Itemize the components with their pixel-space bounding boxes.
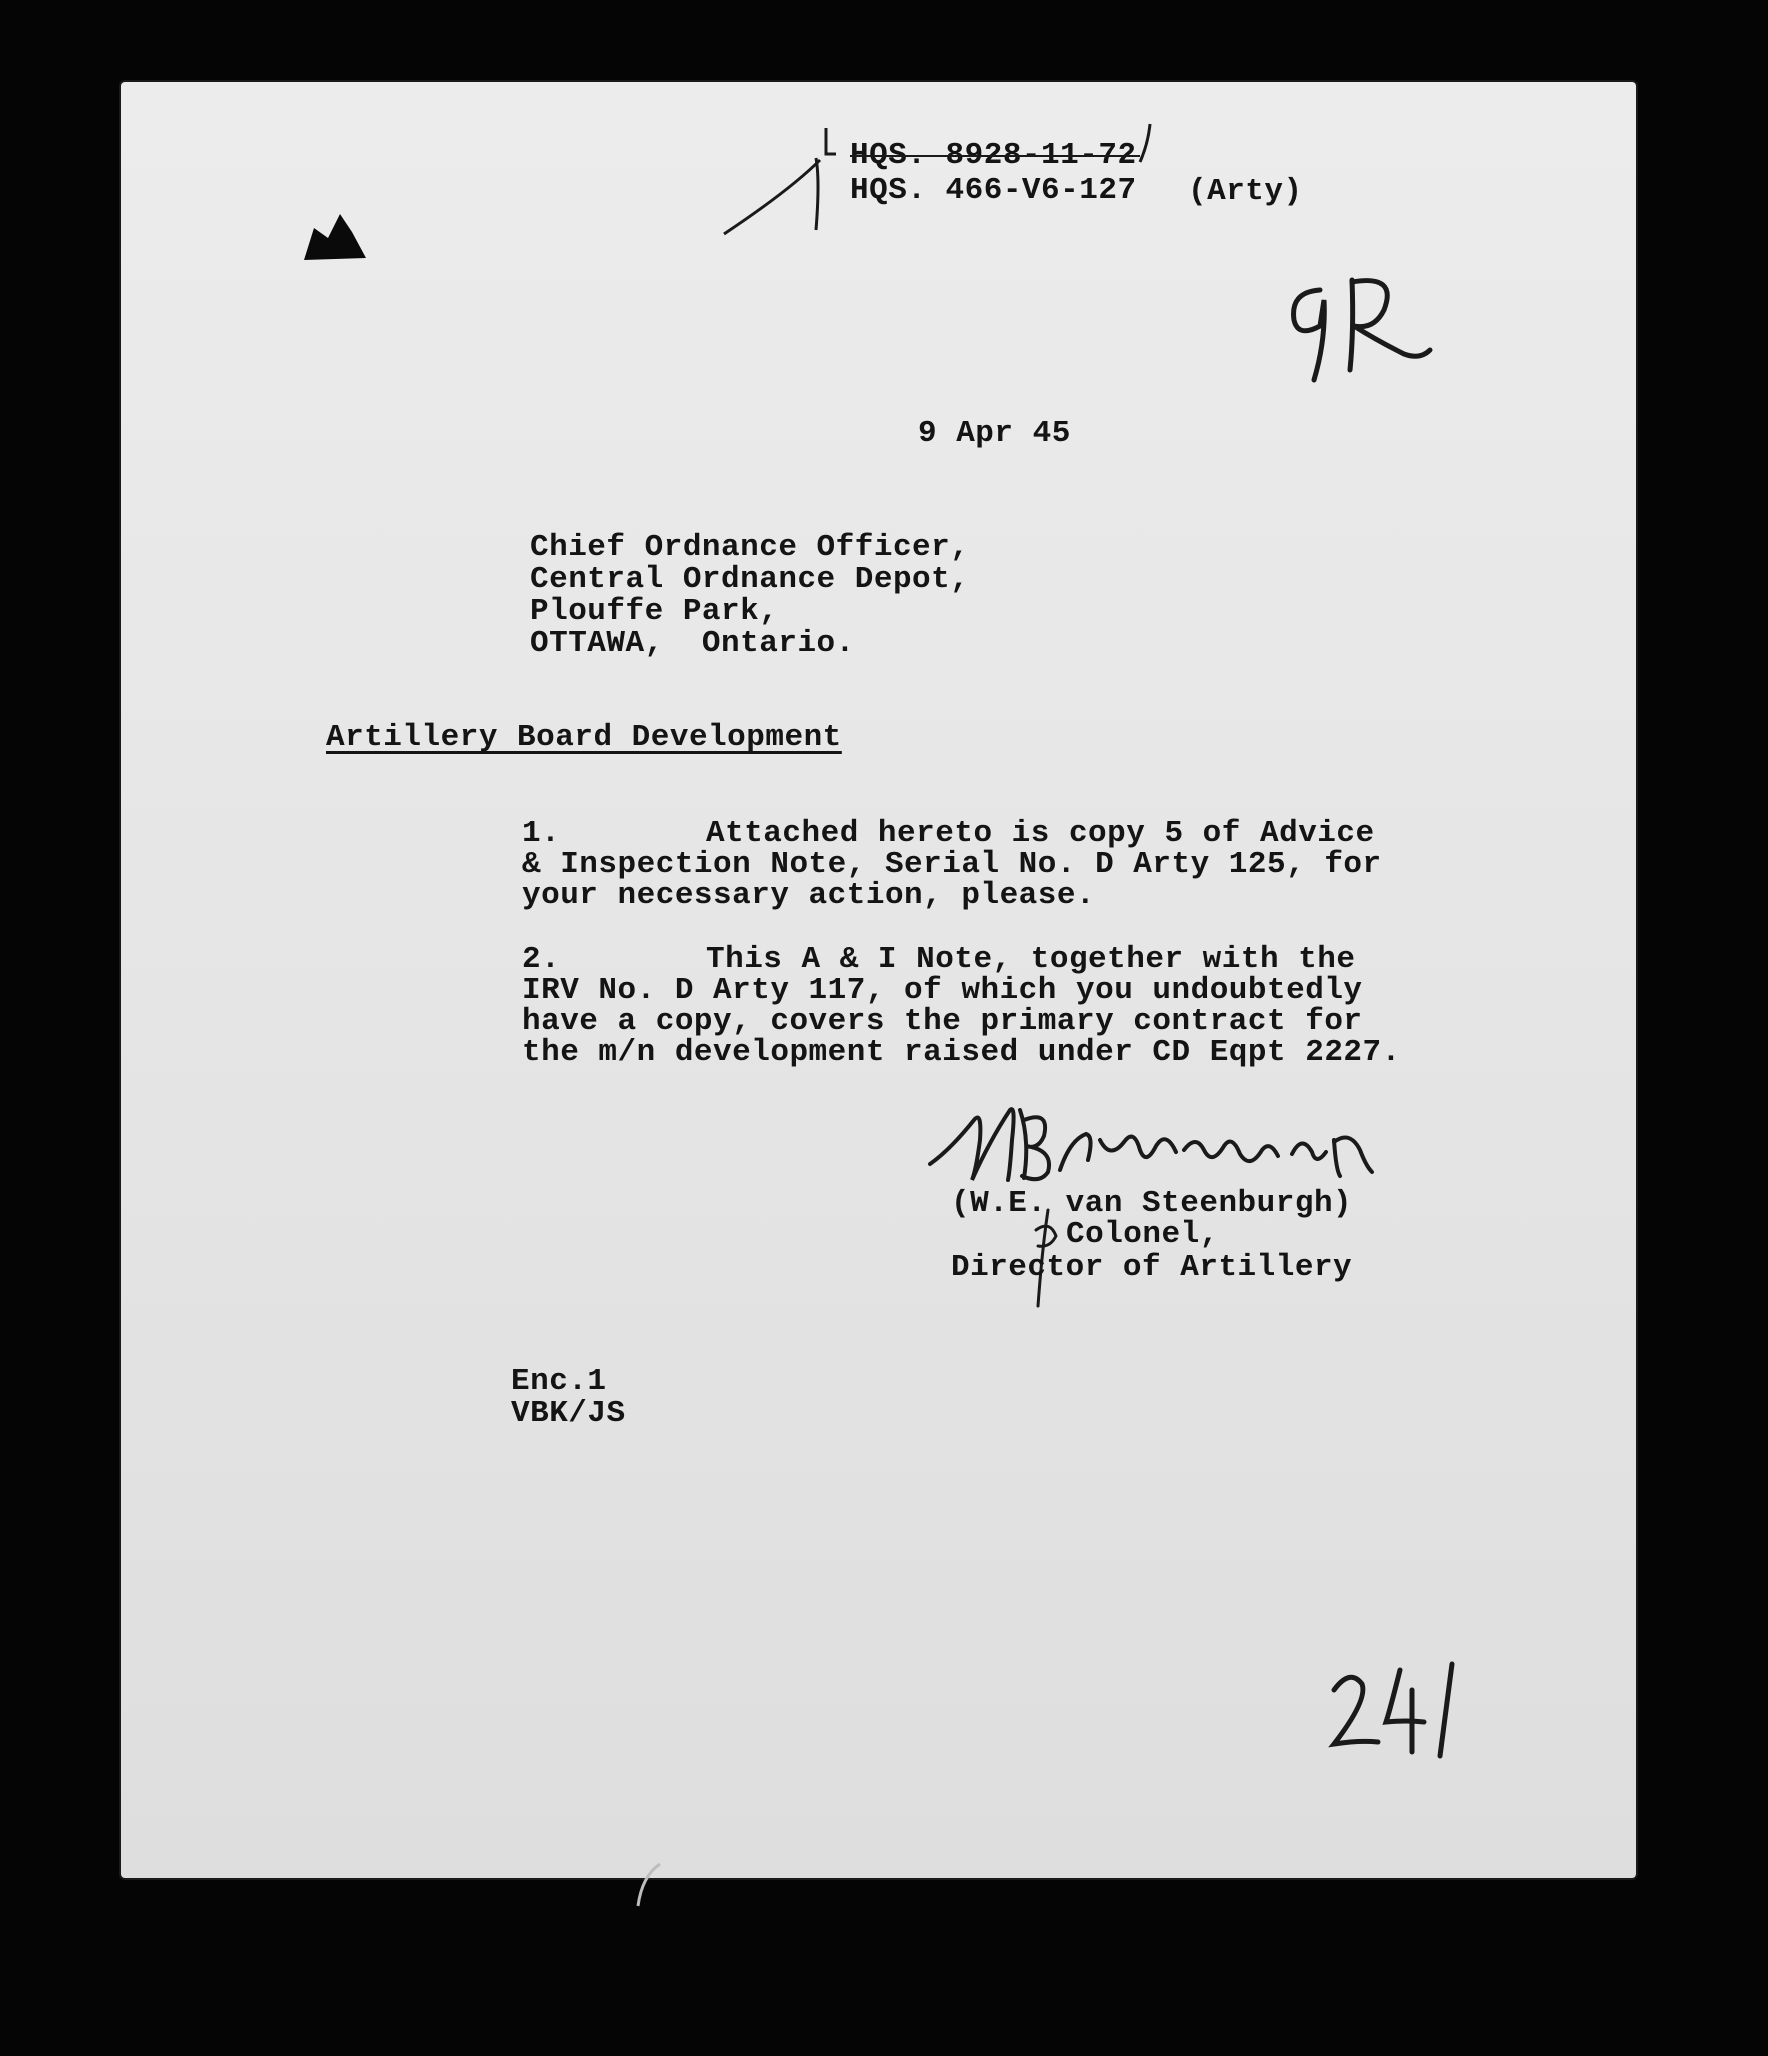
- addressee-line-1: Chief Ordnance Officer,: [530, 530, 970, 565]
- addressee-line-2: Central Ordnance Depot,: [530, 562, 970, 597]
- paragraph-1-line-1: Attached hereto is copy 5 of Advice: [706, 816, 1375, 851]
- typist-initials: VBK/JS: [511, 1396, 626, 1431]
- file-reference-2: HQS. 466-V6-127: [850, 173, 1137, 208]
- handwritten-page-number-icon: [1320, 1660, 1470, 1760]
- paragraph-2-number: 2.: [522, 942, 561, 977]
- subject-heading: Artillery Board Development: [326, 720, 842, 755]
- paragraph-1-line-3: your necessary action, please.: [522, 878, 1096, 913]
- signatory-rank: Colonel,: [1066, 1217, 1219, 1252]
- signatory-name: (W.E. van Steenburgh): [951, 1186, 1353, 1221]
- paragraph-2-line-4: the m/n development raised under CD Eqpt 2227.: [522, 1035, 1401, 1070]
- reference-pen-marks: [720, 120, 1170, 240]
- enclosure-note: Enc.1: [511, 1364, 607, 1399]
- file-reference-branch: (Arty): [1188, 174, 1303, 209]
- paragraph-1-line-2: & Inspection Note, Serial No. D Arty 125, for: [522, 847, 1382, 882]
- addressee-line-3: Plouffe Park,: [530, 594, 779, 629]
- paragraph-2-line-1: This A & I Note, together with the: [706, 942, 1356, 977]
- addressee-line-4: OTTAWA, Ontario.: [530, 626, 855, 661]
- file-reference-1: HQS. 8928-11-72: [850, 138, 1137, 173]
- paragraph-1-number: 1.: [522, 816, 561, 851]
- stray-pen-mark: [630, 1860, 670, 1910]
- letter-date: 9 Apr 45: [918, 416, 1071, 451]
- handwritten-folio-icon: [1280, 270, 1440, 390]
- signatory-title: Director of Artillery: [951, 1250, 1353, 1285]
- paragraph-2-line-3: have a copy, covers the primary contract for: [522, 1004, 1363, 1039]
- corner-mark-icon: [300, 208, 370, 268]
- paragraph-2-line-2: IRV No. D Arty 117, of which you undoubtedly: [522, 973, 1363, 1008]
